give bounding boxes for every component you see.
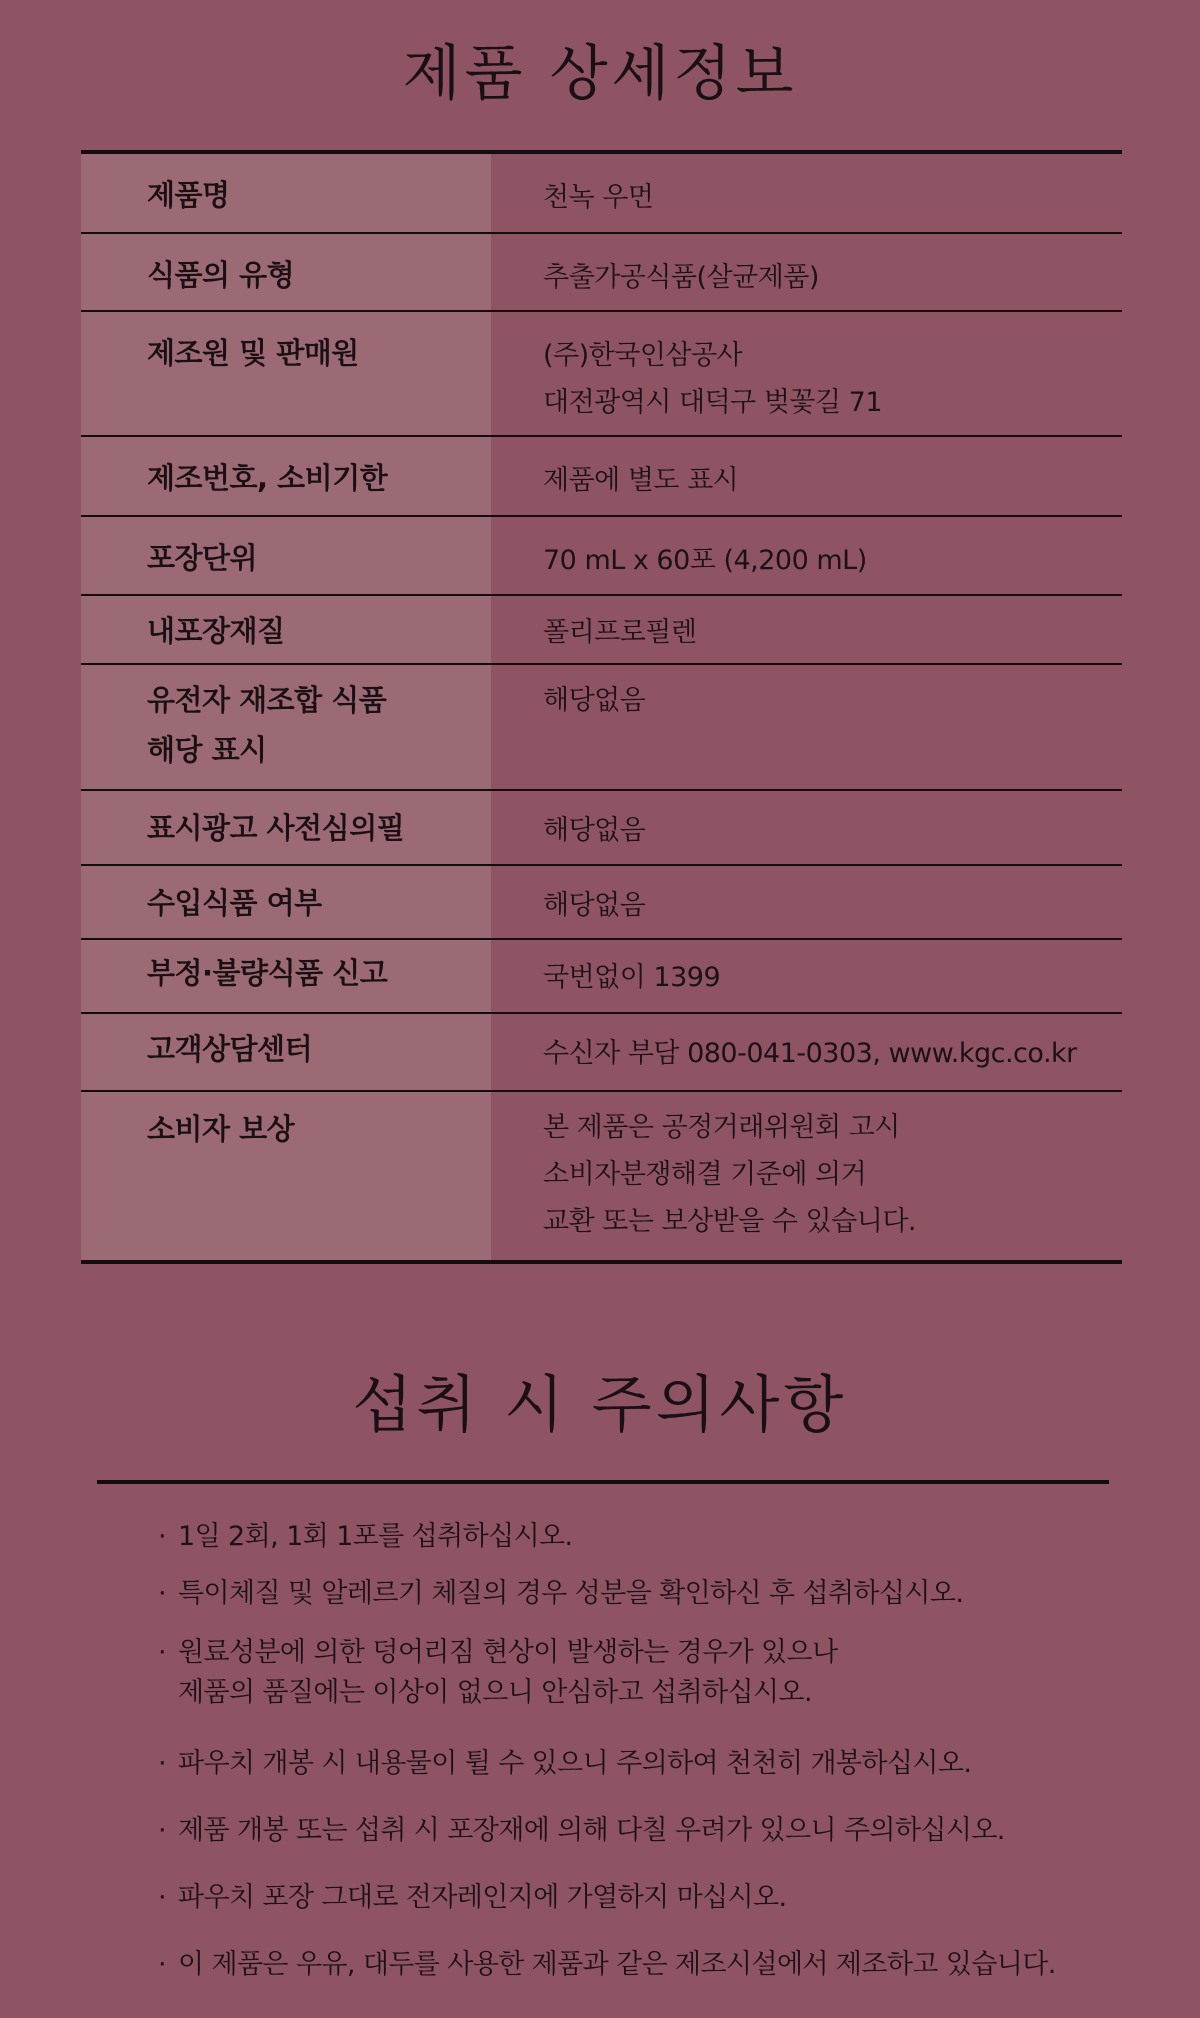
spec-value-line: 천녹 우먼 — [543, 182, 654, 213]
caution-item-line: 특이체질 및 알레르기 체질의 경우 성분을 확인하신 후 섭취하십시오. — [178, 1578, 964, 1609]
spec-label — [81, 665, 491, 789]
spec-label-line: 해당 표시 — [147, 733, 267, 767]
spec-row-gmo — [81, 663, 1122, 789]
spec-label-line: 내포장재질 — [147, 614, 285, 648]
spec-label-line: 유전자 재조합 식품 — [147, 683, 387, 717]
caution-item-text — [158, 1878, 1158, 1918]
spec-label-line: 식품의 유형 — [147, 258, 295, 292]
spec-value-line: 제품에 별도 표시 — [543, 465, 739, 496]
caution-item — [158, 1744, 1158, 1784]
spec-label — [81, 154, 491, 232]
spec-value-line: 해당없음 — [543, 815, 646, 846]
caution-item — [158, 1945, 1158, 1985]
spec-value-line: 수신자 부담 080-041-0303, www.kgc.co.kr — [543, 1038, 1077, 1069]
spec-label — [81, 791, 491, 864]
spec-value-line: 해당없음 — [543, 685, 646, 716]
spec-row-customer-center — [81, 1012, 1122, 1090]
spec-value-line: 소비자분쟁해결 기준에 의거 — [543, 1159, 867, 1190]
caution-item-text — [158, 1945, 1158, 1985]
caution-item-line: 1일 2회, 1회 1포를 섭취하십시오. — [178, 1521, 573, 1552]
caution-item — [158, 1633, 1158, 1713]
spec-value — [491, 154, 1122, 232]
spec-label-line: 제조번호, 소비기한 — [147, 461, 388, 495]
bullet-dot: · — [158, 1949, 166, 1980]
spec-row-manufacturer — [81, 310, 1122, 435]
spec-label — [81, 1092, 491, 1260]
spec-row-lot-expiry — [81, 435, 1122, 515]
spec-label-line: 고객상담센터 — [147, 1032, 313, 1066]
spec-row-package-unit — [81, 515, 1122, 594]
spec-row-imported — [81, 864, 1122, 938]
caution-item — [158, 1517, 1158, 1557]
caution-item-line: 파우치 개봉 시 내용물이 튈 수 있으니 주의하여 천천히 개봉하십시오. — [178, 1748, 972, 1779]
spec-row-product-name — [81, 154, 1122, 232]
spec-value-line: 국번없이 1399 — [543, 962, 721, 993]
spec-row-inner-packaging — [81, 594, 1122, 663]
spec-value — [491, 1092, 1122, 1260]
caution-item-line: 제품의 품질에는 이상이 없으니 안심하고 섭취하십시오. — [178, 1677, 812, 1708]
spec-label-line: 부정·불량식품 신고 — [147, 956, 388, 990]
spec-value-line: 해당없음 — [543, 890, 646, 921]
spec-label-line: 수입식품 여부 — [147, 886, 322, 920]
spec-row-food-type — [81, 232, 1122, 310]
spec-label-line: 포장단위 — [147, 541, 258, 575]
spec-label — [81, 517, 491, 594]
spec-value-line: (주)한국인삼공사 — [543, 340, 743, 371]
spec-value — [491, 866, 1122, 938]
bullet-dot: · — [158, 1748, 166, 1779]
spec-value — [491, 517, 1122, 594]
spec-value-line: 추출가공식품(살균제품) — [543, 262, 819, 293]
caution-item-text — [158, 1574, 1158, 1614]
spec-label — [81, 234, 491, 310]
spec-value — [491, 312, 1122, 435]
spec-label — [81, 437, 491, 515]
spec-value — [491, 596, 1122, 663]
spec-value-line: 70 mL x 60포 (4,200 mL) — [543, 545, 867, 576]
caution-divider — [97, 1480, 1109, 1484]
spec-label — [81, 866, 491, 938]
caution-item-text — [158, 1633, 1158, 1713]
spec-value — [491, 1014, 1122, 1090]
caution-item-line: 이 제품은 우유, 대두를 사용한 제품과 같은 제조시설에서 제조하고 있습니다. — [178, 1949, 1056, 1980]
caution-title: 섭취 시 주의사항 — [352, 1368, 848, 1441]
caution-item-text — [158, 1744, 1158, 1784]
caution-item — [158, 1878, 1158, 1918]
spec-row-ad-review — [81, 789, 1122, 864]
product-detail-title: 제품 상세정보 — [402, 39, 798, 109]
caution-item-text — [158, 1517, 1158, 1557]
caution-item — [158, 1811, 1158, 1851]
bullet-dot: · — [158, 1815, 166, 1846]
bullet-dot: · — [158, 1637, 166, 1668]
bullet-dot: · — [158, 1521, 166, 1552]
caution-item — [158, 1574, 1158, 1614]
spec-value-line: 대전광역시 대덕구 벚꽃길 71 — [543, 387, 883, 418]
spec-label-line: 제조원 및 판매원 — [147, 336, 359, 370]
spec-row-report — [81, 938, 1122, 1012]
spec-label-line: 표시광고 사전심의필 — [147, 811, 405, 845]
bullet-dot: · — [158, 1578, 166, 1609]
spec-value — [491, 940, 1122, 1012]
caution-item-line: 제품 개봉 또는 섭취 시 포장재에 의해 다칠 우려가 있으니 주의하십시오. — [178, 1815, 1005, 1846]
spec-label-line: 제품명 — [147, 178, 230, 212]
spec-value-line: 교환 또는 보상받을 수 있습니다. — [543, 1206, 916, 1237]
spec-label-line: 소비자 보상 — [147, 1112, 295, 1146]
caution-item-line: 원료성분에 의한 덩어리짐 현상이 발생하는 경우가 있으나 — [178, 1637, 838, 1668]
spec-label — [81, 312, 491, 435]
spec-row-compensation — [81, 1090, 1122, 1260]
spec-value — [491, 791, 1122, 864]
spec-value — [491, 437, 1122, 515]
spec-value-line: 폴리프로필렌 — [543, 617, 697, 648]
spec-value — [491, 665, 1122, 789]
caution-item-line: 파우치 포장 그대로 전자레인지에 가열하지 마십시오. — [178, 1882, 787, 1913]
spec-label — [81, 596, 491, 663]
bullet-dot: · — [158, 1882, 166, 1913]
spec-value — [491, 234, 1122, 310]
spec-label — [81, 1014, 491, 1090]
caution-item-text — [158, 1811, 1158, 1851]
product-spec-table — [81, 150, 1122, 1264]
spec-label — [81, 940, 491, 1012]
spec-value-line: 본 제품은 공정거래위원회 고시 — [543, 1112, 900, 1143]
